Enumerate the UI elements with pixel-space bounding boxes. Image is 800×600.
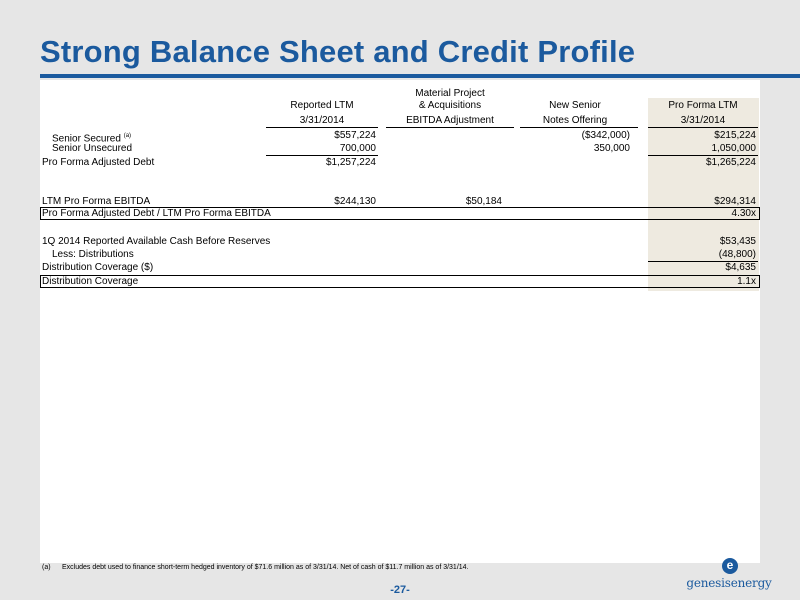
row-distributions-label: Less: Distributions (52, 249, 134, 260)
senior-secured-senior: ($342,000) (581, 130, 630, 141)
header-underline-reported (266, 127, 378, 128)
ltm-ebitda-proforma: $294,314 (714, 196, 756, 207)
ltm-ebitda-reported: $244,130 (334, 196, 376, 207)
senior-secured-text: Senior Secured (52, 133, 121, 145)
title-rule (40, 74, 800, 78)
logo-text: genesisenergy (686, 576, 772, 590)
coverage-proforma: 1.1x (737, 276, 756, 287)
distributions-proforma: (48,800) (718, 249, 756, 260)
row-leverage-label: Pro Forma Adjusted Debt / LTM Pro Forma EBITDA (42, 208, 271, 219)
header-reported-line1: Reported LTM (290, 100, 354, 111)
subtotal-line-reported (266, 155, 378, 156)
cash-proforma: $53,435 (719, 236, 756, 247)
genesis-energy-logo (679, 558, 779, 594)
footnote-marker: (a) (42, 564, 51, 571)
header-material-line0: Material Project (415, 88, 485, 99)
header-senior-line1: New Senior (549, 100, 601, 111)
header-proforma-line1: Pro Forma LTM (668, 100, 738, 111)
header-material-line1: & Acquisitions (418, 100, 482, 111)
header-material-line2: EBITDA Adjustment (406, 115, 494, 126)
adjusted-debt-reported: $1,257,224 (325, 157, 376, 168)
logo-icon: e (722, 558, 738, 574)
coverage-dollars-proforma: $4,635 (725, 262, 756, 273)
header-proforma-line2: 3/31/2014 (680, 115, 726, 126)
header-senior-line2: Notes Offering (542, 115, 608, 126)
footnote-text: Excludes debt used to finance short-term hedged inventory of $71.6 million as of 3/31/14. Net of cash of $11.7 million as of 3/31/14. (62, 564, 469, 571)
header-underline-proforma (648, 127, 758, 128)
header-underline-senior (520, 127, 638, 128)
coverage-box (40, 275, 760, 288)
senior-unsecured-proforma: 1,050,000 (711, 143, 756, 154)
page-number: -27- (390, 584, 410, 596)
row-coverage-label: Distribution Coverage (42, 276, 139, 287)
header-reported-line2: 3/31/2014 (299, 115, 345, 126)
row-coverage-dollars-label: Distribution Coverage ($) (42, 262, 154, 273)
senior-unsecured-reported: 700,000 (339, 143, 376, 154)
subtotal-line-proforma (648, 155, 758, 156)
header-underline-material (386, 127, 514, 128)
senior-unsecured-senior: 350,000 (593, 143, 630, 154)
leverage-proforma: 4.30x (731, 208, 756, 219)
adjusted-debt-proforma: $1,265,224 (705, 157, 756, 168)
footnote-marker-sup: (a) (123, 133, 132, 139)
row-senior-unsecured-label: Senior Unsecured (52, 143, 133, 154)
ltm-ebitda-material: $50,184 (465, 196, 502, 207)
row-adjusted-debt-label: Pro Forma Adjusted Debt (42, 157, 155, 168)
senior-secured-proforma: $215,224 (714, 130, 756, 141)
row-ltm-ebitda-label: LTM Pro Forma EBITDA (42, 196, 151, 207)
senior-secured-reported: $557,224 (334, 130, 376, 141)
page-title: Strong Balance Sheet and Credit Profile (40, 34, 636, 69)
row-cash-label: 1Q 2014 Reported Available Cash Before Reserves (42, 236, 271, 247)
